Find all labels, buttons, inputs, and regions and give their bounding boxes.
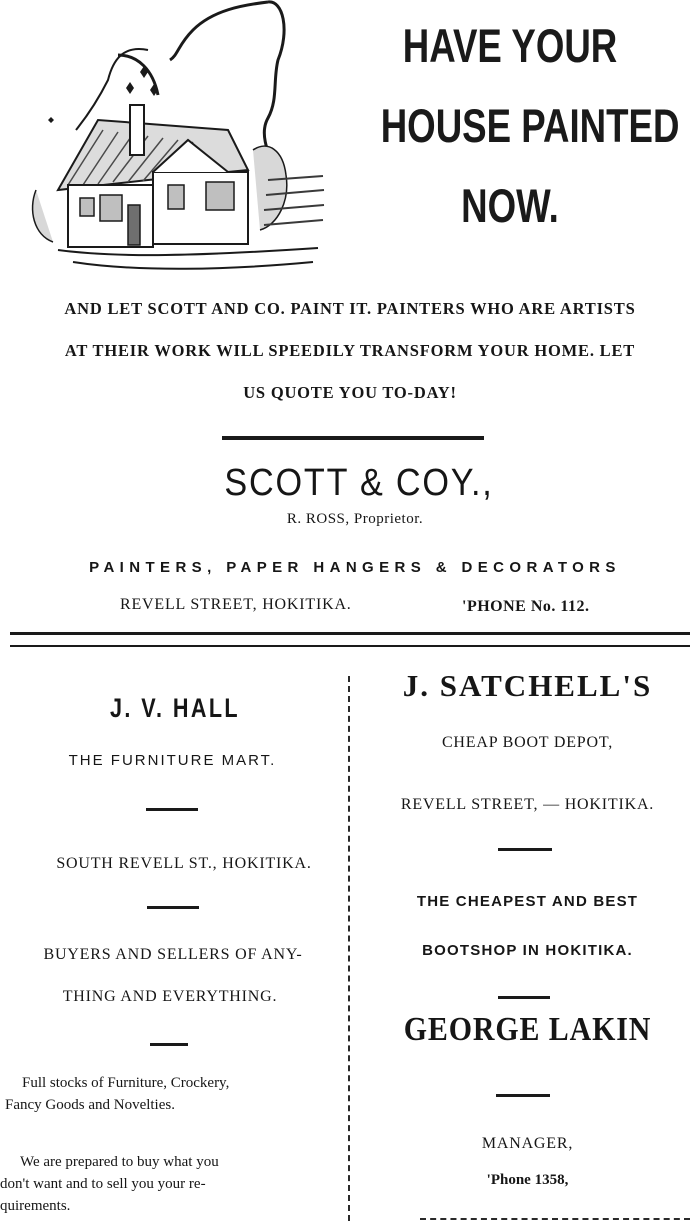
body-line-2: AT THEIR WORK WILL SPEEDILY TRANSFORM YOUR HOME. LET [64,341,636,360]
right-ad-address: REVELL STREET, — HOKITIKA. [400,796,655,813]
address: REVELL STREET, HOKITIKA. [120,596,352,613]
right-dash-1 [498,848,552,851]
left-ad-stock-1: Full stocks of Furniture, Crockery, [22,1075,230,1091]
left-ad-title: J. V. HALL [109,693,241,723]
left-ad-address: SOUTH REVELL ST., HOKITIKA. [56,855,312,872]
section-rule-bottom [10,645,690,647]
manager-title: MANAGER, [481,1135,574,1152]
right-dash-2 [498,996,550,999]
house-illustration [28,0,328,282]
body-line-3: US QUOTE YOU TO-DAY! [243,383,457,402]
left-ad-stock-2: Fancy Goods and Novelties. [5,1097,175,1113]
phone-number: 'PHONE No. 112. [462,598,590,615]
right-ad-phone: 'Phone 1358, [486,1172,569,1188]
left-ad-tagline-2: THING AND EVERYTHING. [62,988,278,1005]
right-ad-title: J. SATCHELL'S [402,668,653,703]
headline-line-3: NOW. [461,179,559,232]
right-ad-subtitle: CHEAP BOOT DEPOT, [441,734,614,751]
left-ad-buy-1: We are prepared to buy what you [20,1154,219,1170]
company-name: SCOTT & COY., [224,462,494,504]
proprietor: R. ROSS, Proprietor. [286,511,424,527]
column-divider [348,676,350,1221]
left-ad-buy-3: quirements. [0,1198,71,1214]
headline-line-1: HAVE YOUR [402,19,618,72]
right-ad-claim-1: THE CHEAPEST AND BEST [416,893,639,910]
left-ad-buy-2: don't want and to sell you your re- [0,1176,206,1192]
left-dash-3 [150,1043,188,1046]
left-dash-1 [146,808,198,811]
right-ad-claim-2: BOOTSHOP IN HOKITIKA. [422,942,633,959]
headline-line-2: HOUSE PAINTED [380,99,680,152]
section-rule-top [10,632,690,635]
left-ad-tagline-1: BUYERS AND SELLERS OF ANY- [43,946,303,963]
divider-rule [222,436,484,440]
right-dash-3 [496,1094,550,1097]
body-line-1: AND LET SCOTT AND CO. PAINT IT. PAINTERS WHO ARE ARTISTS [64,299,636,318]
trades-line: PAINTERS, PAPER HANGERS & DECORATORS [89,559,621,576]
left-dash-2 [147,906,199,909]
manager-name: GEORGE LAKIN [403,1011,652,1048]
left-ad-subtitle: THE FURNITURE MART. [68,752,277,769]
bottom-rule [420,1218,690,1220]
